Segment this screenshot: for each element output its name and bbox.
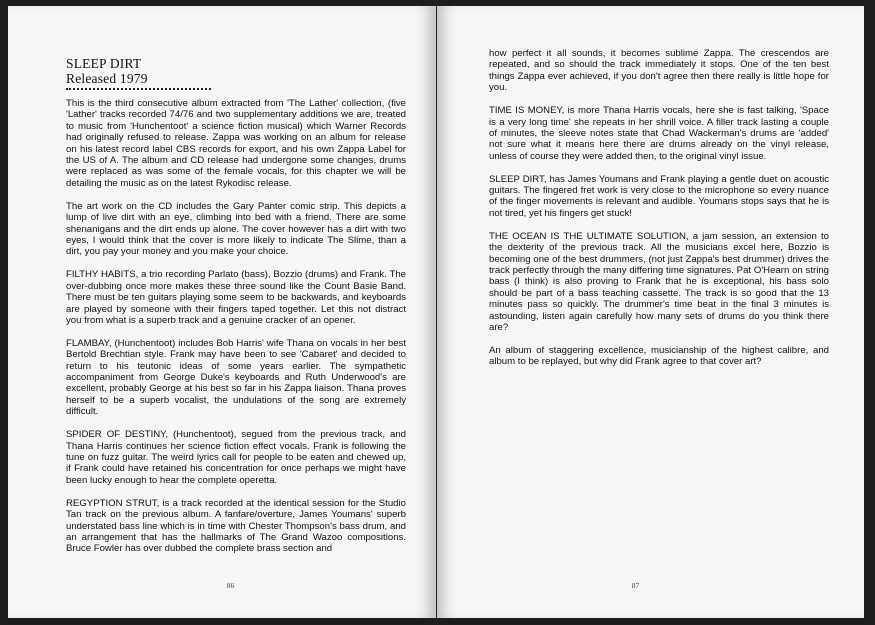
right-page bbox=[437, 6, 864, 618]
paragraph: The art work on the CD includes the Gary Panter comic strip. This depicts a lump of live dirt with an eye, climbing into bed with a friend. There are some shenanigans and the dirt ends up alone. The cover however has a dirt with two eyes, I would think that the cover is more likely to indicate The Slime, than a dirt, you pay your money and you make your choice. bbox=[66, 200, 406, 258]
left-page-text bbox=[66, 98, 406, 566]
paragraph: This is the third consecutive album extracted from 'The Lather' collection, (five 'Lather' tracks recorded 74/76 and two supplementary additions we are, treated to music from 'Hunchentoot' a science fiction musical) which Warner Records had originally refused to release. Zappa was working on an album for release on his latest record label CBS records for export, and his own Zappa Label for the US of A. The album and CD release had undergone some changes, drums were replaced as was some of the female vocals, for this chapter we will be detailing the music as on the latest Rykodisc release. bbox=[66, 98, 406, 189]
paragraph: REGYPTION STRUT, is a track recorded at the identical session for the Studio Tan track on the previous album. A fanfare/overture, James Youmans' superb understated bass line which is in time with Chester Thompson's bass drum, and an arrangement that has the hallmarks of The Grand Wazoo compositions. Bruce Fowler has over dubbed the complete brass section and bbox=[66, 497, 406, 555]
paragraph: An album of staggering excellence, musicianship of the highest calibre, and album to be replayed, but why did Frank agree to that cover art? bbox=[489, 344, 829, 368]
paragraph: THE OCEAN IS THE ULTIMATE SOLUTION, a jam session, an extension to the dexterity of the previous track. All the musicians excel here, Bozzio is becoming one of the best drummers, (not just Zappa's best drummer) drives the track perfectly through the many differing time signatures. Pat O'Hearn on string bass (I think) is also proving to Frank that he is exceptional, his bass solo should be part of a bass teaching cassette. The track is so good that the 13 minutes pass so quickly. The drummer's time beat in the final 3 minutes is astounding, listen again carefully how many sets of drums do you think there are? bbox=[489, 230, 829, 334]
paragraph: FILTHY HABITS, a trio recording Parlato (bass), Bozzio (drums) and Frank. The over-dubbing once more makes these three sound like the Count Basie Band. There must be ten guitars playing some seem to be backwards, and keyboards are played by someone with their fingers taped together. Let this not distract you from what is a superb track and a genuine cracker of an opener. bbox=[66, 269, 406, 326]
chapter-heading bbox=[66, 56, 148, 86]
paragraph: how perfect it all sounds, it becomes sublime Zappa. The crescendos are repeated, and so should the track immediately it stops. One of the ten best things Zappa ever achieved, if you don't agree then there really is little hope for you. bbox=[489, 48, 829, 94]
album-title: SLEEP DIRT bbox=[66, 56, 142, 71]
paragraph: SLEEP DIRT, has James Youmans and Frank playing a gentle duet on acoustic guitars. The fingered fret work is very close to the microphone so every nuance of the finger movements is relevant and audible. Youmans stops says that he is not tired, yet his fingers get stuck! bbox=[489, 173, 829, 219]
paragraph: TIME IS MONEY, is more Thana Harris vocals, here she is fast talking, 'Space is a very long time' she repeats in her shrill voice. A filler track lasting a couple of minutes, the sleeve notes state that Chad Wackerman's drums are 'added' not sure what it means here there are drums already on the vinyl release, unless of course they were added then, to the original vinyl issue. bbox=[489, 105, 829, 162]
page-number: 86 bbox=[226, 581, 235, 590]
dotted-rule bbox=[66, 88, 211, 92]
release-year: Released 1979 bbox=[66, 71, 148, 86]
paragraph: FLAMBAY, (Hunchentoot) includes Bob Harris' wife Thana on vocals in her best Bertold Brechtian style. Frank may have been to see 'Cabaret' and decided to return to his teutonic ideas of some years earlier. The sympathetic accompaniment from George Duke's keyboards and Ruth Underwood's are excellent, probably George at his best so far in his Zappa liaison. Thana proves herself to be a superb vocalist, the undulations of the song are extremely difficult. bbox=[66, 337, 406, 418]
right-page-text bbox=[489, 48, 829, 379]
left-page bbox=[8, 6, 436, 618]
paragraph: SPIDER OF DESTINY, (Hunchentoot), segued from the previous track, and Thana Harris continues her science fiction effect vocals. Frank is following the tune on fuzz guitar. The weird lyrics call for people to be eaten and chewed up, if Frank could have retained his concentration for once perhaps we might have been lucky enough to hear the complete operetta. bbox=[66, 429, 406, 486]
page-number: 87 bbox=[631, 581, 640, 590]
